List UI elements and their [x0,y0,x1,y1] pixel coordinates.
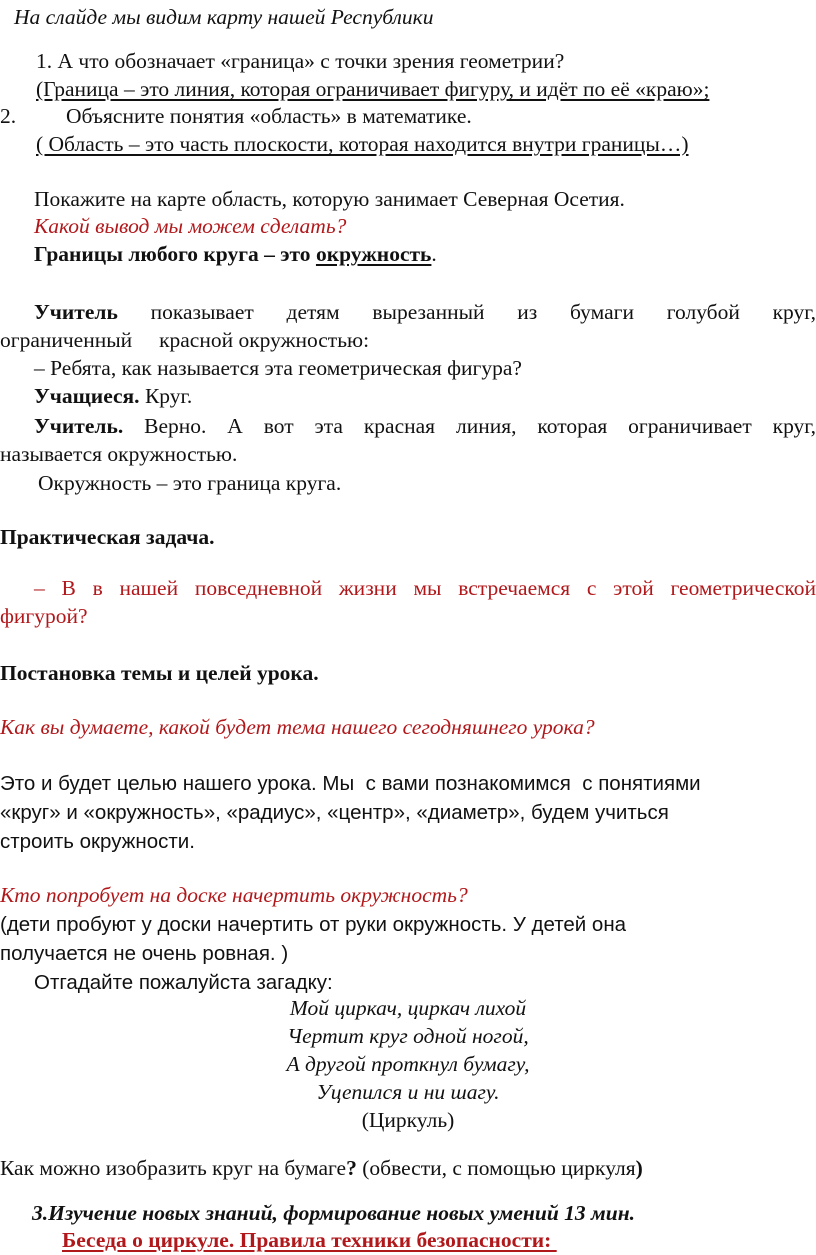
riddle-answer: (Циркуль) [361,1108,455,1132]
practical-word: повседневной [194,576,323,600]
answer-2: ( Область – это часть плоскости, которая находится внутри границы…) [36,132,689,156]
teacher-line-2: ограниченный красной окружностью: [0,328,370,352]
draw-question [0,1155,643,1182]
teacher2-line-1 [0,413,816,440]
draw-answer-close: ) [635,1156,643,1180]
teacher2-label: Учитель. [34,414,124,438]
draw-answer-text: (обвести, с помощью циркуля [356,1156,636,1180]
teacher2-word: круг, [772,414,816,438]
practical-word: в [92,576,103,600]
draw-question-text: Как можно изобразить круг на бумаге [0,1156,347,1180]
compass-talk-heading: Беседа о циркуле. Правила техники безопасности: [62,1228,557,1252]
teacher2-word: линия, [455,414,517,438]
riddle-line: Чертит круг одной ногой, [287,1024,529,1048]
conclusion-answer-text: Границы любого круга – это [34,242,316,266]
goal-line-3: строить окружности. [0,830,195,853]
question-kids: – Ребята, как называется эта геометрическая фигура? [34,356,522,380]
teacher-label: Учитель [34,300,118,324]
teacher2-word: красная [363,414,436,438]
question-2-number: 2. [0,104,17,128]
teacher2-word: А [227,414,243,438]
answer-1: (Граница – это линия, которая ограничивает фигуру, и идёт по её «краю»; [36,77,710,101]
circle-definition: Окружность – это граница круга. [38,471,342,495]
conclusion-answer [34,241,437,268]
teacher-line-1 [0,299,816,326]
teacher-word: вырезанный [372,300,485,324]
practical-word: с [586,576,597,600]
topic-heading: Постановка темы и целей урока. [0,661,319,685]
students-label: Учащиеся. [34,384,140,408]
topic-question: Как вы думаете, какой будет тема нашего сегодняшнего урока? [0,715,595,739]
practical-word: этой [613,576,654,600]
practical-word: геометрической [670,576,816,600]
practical-word: мы [413,576,442,600]
teacher2-word: эта [314,414,343,438]
board-note-line-2: получается не очень ровная. ) [0,942,289,965]
board-question: Кто попробует на доске начертить окружность? [0,883,468,907]
question-2: Объясните понятия «область» в математике. [66,104,472,128]
teacher2-word: Верно. [144,414,207,438]
conclusion-answer-keyword: окружность [315,242,432,266]
goal-line-1: Это и будет целью нашего урока. Мы с вами познакомимся с понятиями [0,772,701,795]
teacher-word: голубой [666,300,740,324]
goal-line-2: «круг» и «окружность», «радиус», «центр», «диаметр», будем учиться [0,801,669,824]
riddle-intro: Отгадайте пожалуйста загадку: [34,971,333,994]
teacher2-line-2: называется окружностью. [0,442,238,466]
practical-question-line-2: фигурой? [0,604,88,628]
teacher2-word: которая [537,414,608,438]
riddle-line: Уцепился и ни шагу. [316,1080,500,1104]
conclusion-answer-period: . [431,242,437,266]
riddle-line: Мой циркач, циркач лихой [289,996,527,1020]
draw-question-mark: ? [346,1156,357,1180]
board-note-line-1: (дети пробуют у доски начертить от руки окружность. У детей она [0,913,627,936]
question-1: 1. А что обозначает «граница» с точки зрения геометрии? [36,49,565,73]
section-3-heading: 3.Изучение новых знаний, формирование новых умений 13 мин. [32,1201,636,1225]
teacher-word: показывает [150,300,254,324]
riddle-line: А другой проткнул бумагу, [286,1052,530,1076]
practical-task-heading: Практическая задача. [0,525,215,549]
teacher2-word: ограничивает [628,414,752,438]
practical-question-line-1 [0,575,816,602]
conclusion-question: Какой вывод мы можем сделать? [34,214,347,238]
teacher-word: детям [286,300,340,324]
teacher-word: из [517,300,538,324]
practical-word: – В [34,576,76,600]
students-answer [34,383,192,410]
map-task: Покажите на карте область, которую занимает Северная Осетия. [34,187,625,211]
teacher2-word: вот [263,414,294,438]
teacher-word: бумаги [570,300,634,324]
students-answer-text: Круг. [139,384,193,408]
slide-note: На слайде мы видим карту нашей Республики [14,5,434,29]
practical-word: встречаемся [458,576,571,600]
teacher-word: круг, [772,300,816,324]
practical-word: нашей [119,576,179,600]
practical-word: жизни [338,576,397,600]
